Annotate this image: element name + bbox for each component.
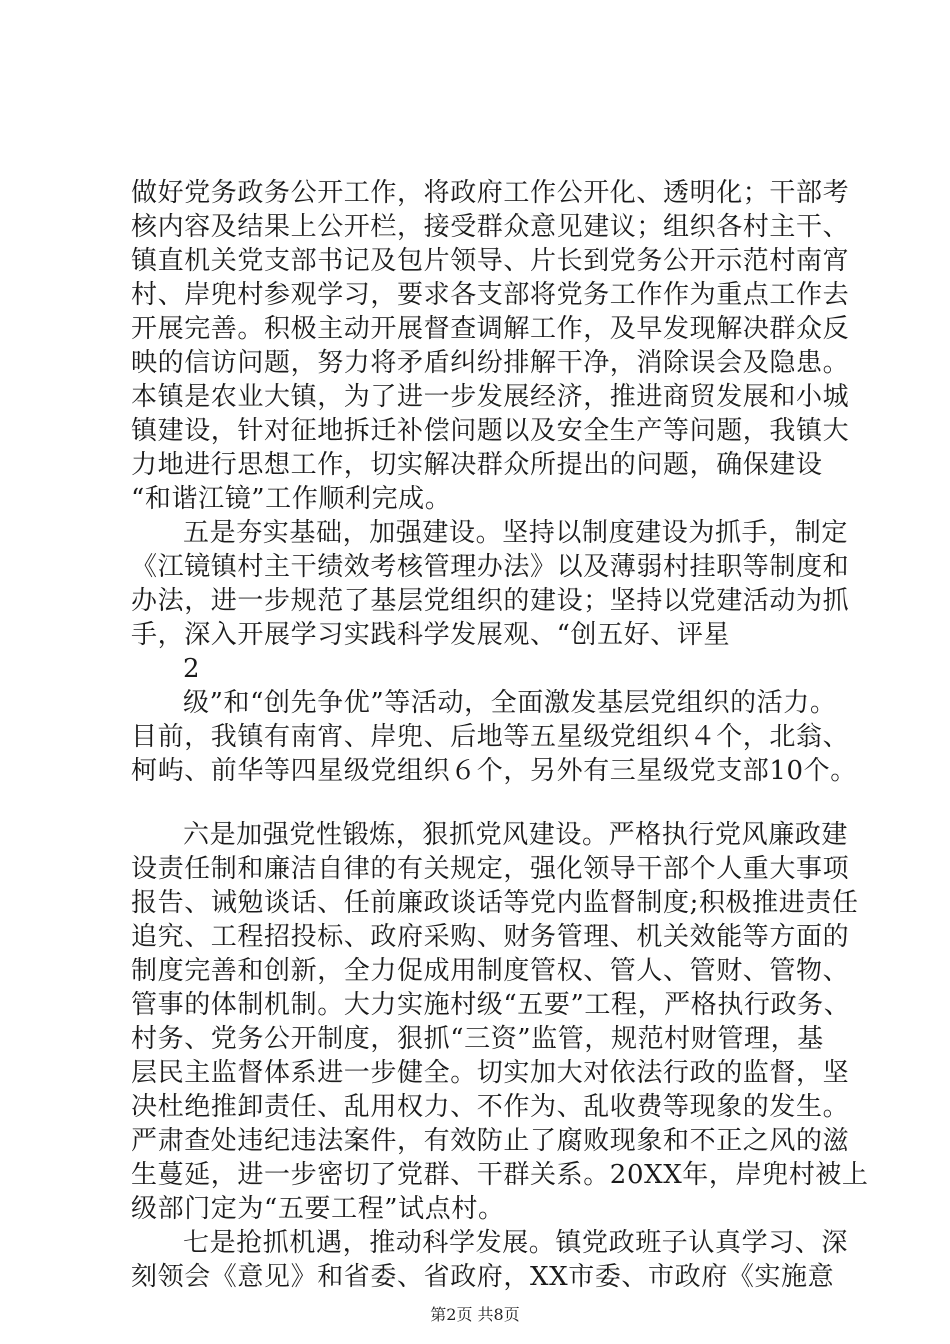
page-footer: 第2页 共8页	[430, 1305, 520, 1324]
text-line: 手，深入开展学习实践科学发展观、“创五好、评星	[131, 620, 731, 650]
text-line: 村务、党务公开制度，狠抓“三资”监管，规范村财管理，基	[131, 1024, 824, 1054]
text-line: 生蔓延，进一步密切了党群、干群关系。20XX年，岸兜村被上	[131, 1160, 869, 1190]
text-line: 做好党务政务公开工作，将政府工作公开化、透明化；干部考	[131, 178, 850, 208]
text-line: 《江镜镇村主干绩效考核管理办法》以及薄弱村挂职等制度和	[131, 552, 850, 582]
text-line: 决杜绝推卸责任、乱用权力、不作为、乱收费等现象的发生。	[131, 1092, 850, 1122]
text-line: 核内容及结果上公开栏，接受群众意见建议；组织各村主干、	[131, 212, 850, 242]
text-line: 设责任制和廉洁自律的有关规定，强化领导干部个人重大事项	[131, 854, 850, 884]
text-line: 追究、工程招投标、政府采购、财务管理、机关效能等方面的	[131, 922, 850, 952]
paragraph-start-line: 七是抢抓机遇，推动科学发展。镇党政班子认真学习、深	[183, 1228, 849, 1258]
text-line: 严肃查处违纪违法案件，有效防止了腐败现象和不正之风的滋	[131, 1126, 850, 1156]
text-line: “和谐江镜”工作顺利完成。	[131, 484, 452, 514]
text-line: 映的信访问题，努力将矛盾纠纷排解干净，消除误会及隐患。	[131, 348, 850, 378]
text-line: 级部门定为“五要工程”试点村。	[131, 1194, 505, 1224]
page-break-number: 2	[183, 654, 201, 684]
text-line: 管事的体制机制。大力实施村级“五要”工程，严格执行政务、	[131, 990, 851, 1020]
text-line: 柯屿、前华等四星级党组织６个，另外有三星级党支部10个。	[131, 756, 857, 786]
text-line: 制度完善和创新，全力促成用制度管权、管人、管财、管物、	[131, 956, 850, 986]
text-line: 报告、诫勉谈话、任前廉政谈话等党内监督制度;积极推进责任	[131, 888, 859, 918]
text-line: 层民主监督体系进一步健全。切实加大对依法行政的监督，坚	[131, 1058, 850, 1088]
text-line: 镇直机关党支部书记及包片领导、片长到党务公开示范村南宵	[131, 246, 850, 276]
text-line: 本镇是农业大镇，为了进一步发展经济，推进商贸发展和小城	[131, 382, 850, 412]
text-line: 级”和“创先争优”等活动，全面激发基层党组织的活力。	[183, 688, 837, 718]
text-line: 村、岸兜村参观学习，要求各支部将党务工作作为重点工作去	[131, 280, 850, 310]
text-line: 开展完善。积极主动开展督查调解工作，及早发现解决群众反	[131, 314, 850, 344]
text-line: 刻领会《意见》和省委、省政府，XX市委、市政府《实施意	[131, 1262, 835, 1292]
paragraph-start-line: 六是加强党性锻炼，狠抓党风建设。严格执行党风廉政建	[183, 820, 849, 850]
text-line: 镇建设，针对征地拆迁补偿问题以及安全生产等问题，我镇大	[131, 416, 850, 446]
text-line: 办法，进一步规范了基层党组织的建设；坚持以党建活动为抓	[131, 586, 850, 616]
text-line: 目前，我镇有南宵、岸兜、后地等五星级党组织４个，北翁、	[131, 722, 850, 752]
paragraph-start-line: 五是夯实基础，加强建设。坚持以制度建设为抓手，制定	[183, 518, 849, 548]
text-line: 力地进行思想工作，切实解决群众所提出的问题，确保建设	[131, 450, 823, 480]
